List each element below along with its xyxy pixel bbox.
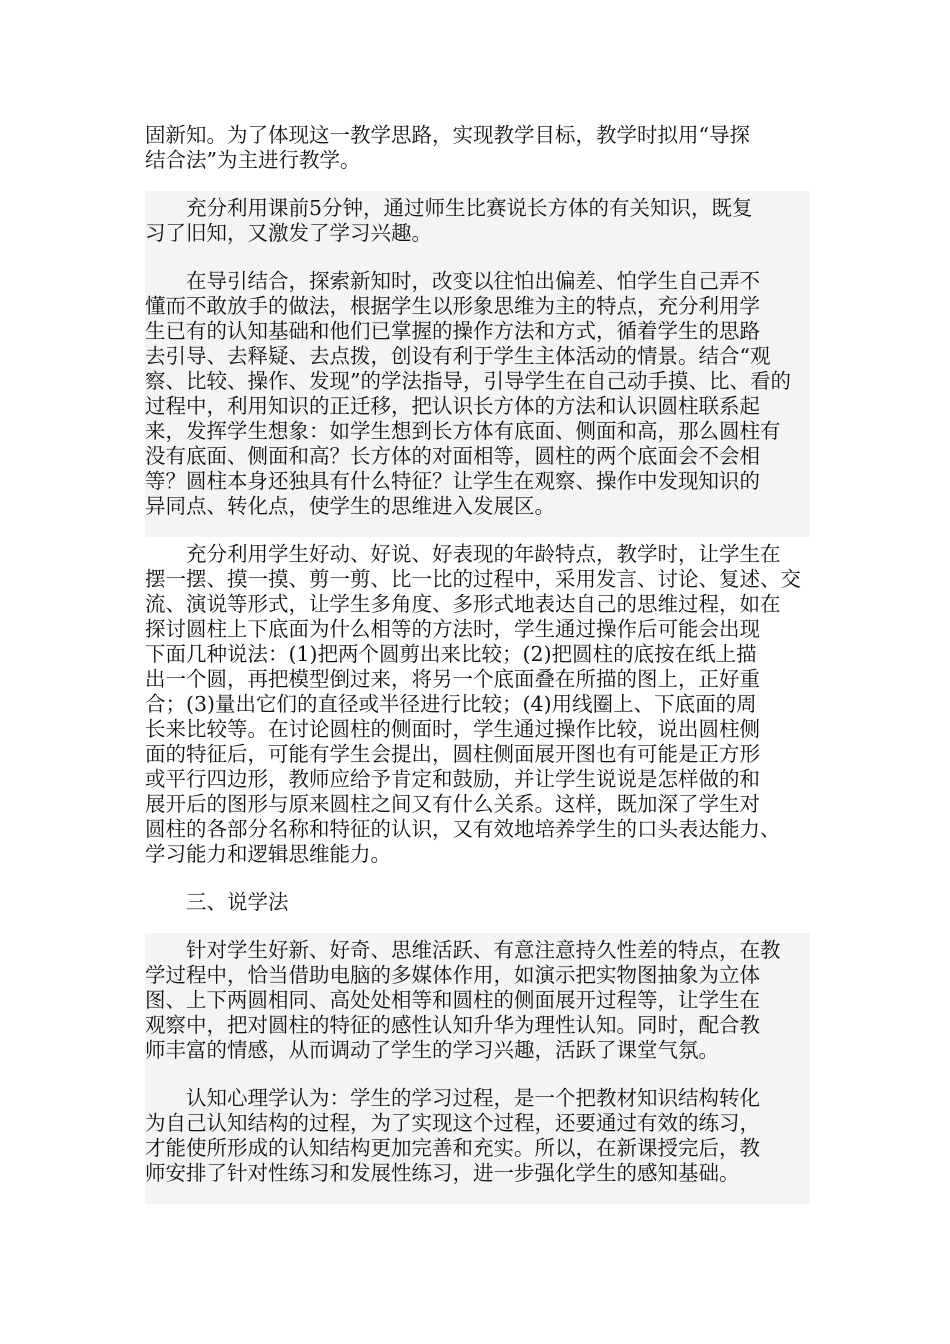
text-line: 结合法”为主进行教学。 — [145, 148, 361, 172]
paragraph-p4 — [145, 537, 810, 885]
text-line: 探讨圆柱上下底面为什么相等的方法时，学生通过操作后可能会出现 — [145, 617, 760, 641]
text-line: 察、比较、操作、发现”的学法指导，引导学生在自己动手摸、比、看的 — [145, 369, 791, 393]
text-line: 下面几种说法：(1)把两个圆剪出来比较；(2)把圆柱的底按在纸上描 — [145, 642, 757, 666]
text-line: 图、上下两圆相同、高处处相等和圆柱的侧面展开过程等，让学生在 — [145, 988, 760, 1012]
text-line: 充分利用学生好动、好说、好表现的年龄特点，教学时，让学生在 — [145, 542, 781, 566]
text-line: 过程中，利用知识的正迁移，把认识长方体的方法和认识圆柱联系起 — [145, 394, 760, 418]
text-line: 合；(3)量出它们的直径或半径进行比较；(4)用线圈上、下底面的周 — [145, 692, 757, 716]
paragraph-p7 — [145, 1081, 810, 1204]
text-line: 才能使所形成的认知结构更加完善和充实。所以，在新课授完后，教 — [145, 1136, 760, 1160]
text-line: 懂而不敢放手的做法，根据学生以形象思维为主的特点，充分利用学 — [145, 294, 760, 318]
text-line: 等？圆柱本身还独具有什么特征？让学生在观察、操作中发现知识的 — [145, 469, 760, 493]
paragraph-p6 — [145, 933, 810, 1081]
paragraph-p3 — [145, 264, 810, 537]
text-line: 展开后的图形与原来圆柱之间又有什么关系。这样，既加深了学生对 — [145, 792, 760, 816]
text-line: 流、演说等形式，让学生多角度、多形式地表达自己的思维过程，如在 — [145, 592, 781, 616]
text-line: 来，发挥学生想象：如学生想到长方体有底面、侧面和高，那么圆柱有 — [145, 419, 781, 443]
paragraph-p2 — [145, 191, 810, 264]
text-line: 摆一摆、摸一摸、剪一剪、比一比的过程中，采用发言、讨论、复述、交 — [145, 567, 801, 591]
text-line: 异同点、转化点，使学生的思维进入发展区。 — [145, 494, 555, 518]
text-line: 或平行四边形，教师应给予肯定和鼓励，并让学生说说是怎样做的和 — [145, 767, 760, 791]
text-line: 师安排了针对性练习和发展性练习，进一步强化学生的感知基础。 — [145, 1161, 740, 1185]
section-heading — [145, 885, 810, 933]
text-line: 师丰富的情感，从而调动了学生的学习兴趣，活跃了课堂气氛。 — [145, 1038, 719, 1062]
text-line: 出一个圆，再把模型倒过来，将另一个底面叠在所描的图上，正好重 — [145, 667, 760, 691]
text-line: 观察中，把对圆柱的特征的感性认知升华为理性认知。同时，配合教 — [145, 1013, 760, 1037]
text-line: 固新知。为了体现这一教学思路，实现教学目标，教学时拟用“导探 — [145, 123, 750, 147]
text-line: 充分利用课前5分钟，通过师生比赛说长方体的有关知识，既复 — [145, 196, 753, 220]
text-line: 习了旧知，又激发了学习兴趣。 — [145, 221, 432, 245]
text-line: 为自己认知结构的过程，为了实现这个过程，还要通过有效的练习， — [145, 1111, 760, 1135]
text-line: 生已有的认知基础和他们已掌握的操作方法和方式，循着学生的思路 — [145, 319, 760, 343]
text-line: 面的特征后，可能有学生会提出，圆柱侧面展开图也有可能是正方形 — [145, 742, 760, 766]
document-body — [145, 118, 810, 1204]
text-line: 针对学生好新、好奇、思维活跃、有意注意持久性差的特点，在教 — [145, 938, 781, 962]
text-line: 长来比较等。在讨论圆柱的侧面时，学生通过操作比较，说出圆柱侧 — [145, 717, 760, 741]
text-line: 在导引结合，探索新知时，改变以往怕出偏差、怕学生自己弄不 — [145, 269, 760, 293]
text-line: 去引导、去释疑、去点拨，创设有利于学生主体活动的情景。结合“观 — [145, 344, 771, 368]
text-line: 没有底面、侧面和高？长方体的对面相等，圆柱的两个底面会不会相 — [145, 444, 760, 468]
heading-text: 三、说学法 — [145, 890, 289, 914]
text-line: 学过程中，恰当借助电脑的多媒体作用，如演示把实物图抽象为立体 — [145, 963, 760, 987]
text-line: 圆柱的各部分名称和特征的认识，又有效地培养学生的口头表达能力、 — [145, 817, 781, 841]
text-line: 学习能力和逻辑思维能力。 — [145, 842, 391, 866]
paragraph-p1 — [145, 118, 810, 191]
text-line: 认知心理学认为：学生的学习过程，是一个把教材知识结构转化 — [145, 1086, 760, 1110]
